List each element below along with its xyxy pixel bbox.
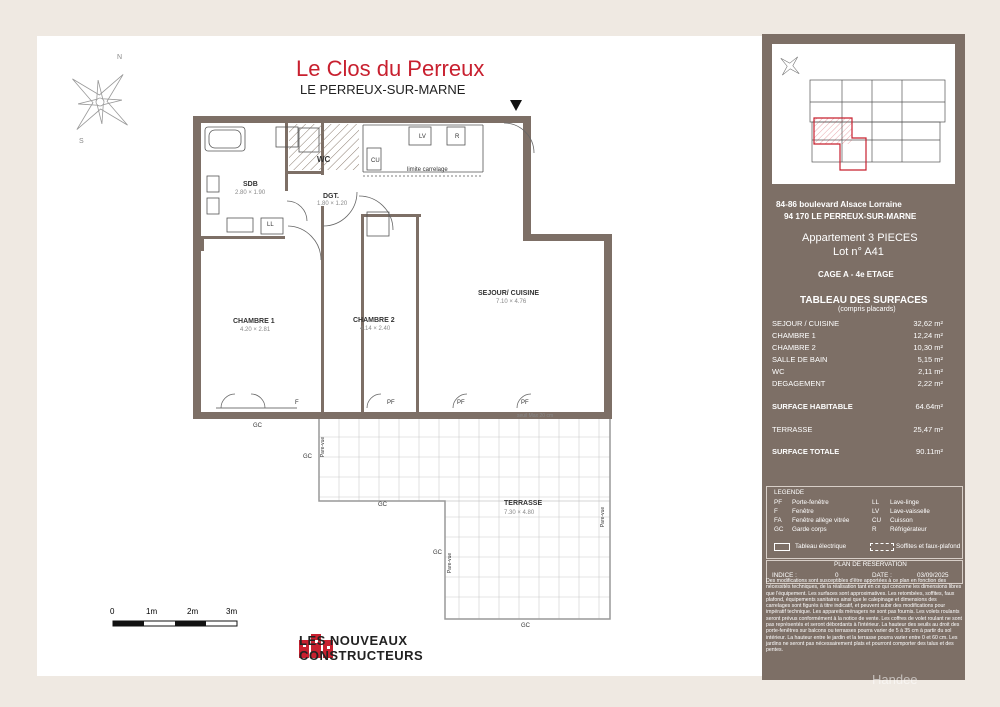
room-terrasse-dim: 7.30 × 4.80 — [504, 510, 535, 516]
exterior-walls — [193, 116, 612, 419]
window-pf-label: PF — [387, 400, 395, 406]
legend-code: FA — [774, 517, 782, 524]
room-wc-label: WC — [317, 155, 331, 164]
info-panel: 84-86 boulevard Alsace Lorraine 94 170 LE PERREUX-SUR-MARNE Appartement 3 PIECES Lot n° A41 CAGE A - 4e ETAGE TABLEAU DES SURFACES (compris placards) SEJOUR / CUISINE 32,62 m² CHAMBRE 1 12,24 m² CHAMBRE 2 10,30 m² SALLE DE BAIN 5,15 m² WC 2,11 m² DEGAGEMENT 2,22 m² SURFACE HABITABLE 64.64m² TERRASSE 25,47 m² SURFACE TOTALE 90.11m² LEGENDE PF Porte-fenêtre F Fenêtre FA Fenêtre allège vitrée GC Garde corps LL Lave-linge LV Lave-vaisselle CU Cuisson R Réfrigérateur Tableau électrique Soffites et faux-plafond PLAN DE RESERVATION INDICE : 0 DATE : 03/09/2025 — [762, 34, 965, 680]
apartment-lot: Lot n° A41 — [833, 246, 884, 258]
room-terrasse-label: TERRASSE — [504, 500, 543, 507]
address-line2: 94 170 LE PERREUX-SUR-MARNE — [784, 212, 917, 221]
location-minimap — [772, 44, 955, 184]
guard-rail-label: GC — [253, 423, 262, 429]
window-swing — [251, 394, 265, 408]
address-line1: 84-86 boulevard Alsace Lorraine — [776, 200, 902, 209]
window-swing — [221, 394, 235, 408]
legend-text: Cuisson — [890, 517, 913, 524]
room-dgt-label: DGT. — [323, 193, 339, 200]
window-swing — [367, 394, 381, 408]
date-label: DATE : — [872, 572, 892, 579]
window-pf-label: PF — [457, 400, 465, 406]
legend-text: Lave-linge — [890, 499, 920, 506]
room-sejour-label: SEJOUR/ CUISINE — [478, 290, 540, 297]
tile-limit-note: limite carrelage — [407, 167, 448, 173]
entrance-arrow-icon — [510, 100, 522, 111]
room-sdb-label: SDB — [243, 181, 258, 188]
date-value: 03/09/2025 — [917, 572, 949, 579]
room-dgt-dim: 1.80 × 1.20 — [317, 201, 348, 207]
legend-code: R — [872, 526, 877, 533]
guard-rail-label: GC — [433, 550, 442, 556]
surfaces-subtitle: (compris placards) — [838, 306, 896, 313]
indice-value: 0 — [835, 572, 839, 579]
room-chambre1-dim: 4.20 × 2.81 — [240, 327, 271, 333]
room-chambre2-dim: 4.14 × 2.40 — [360, 326, 391, 332]
legend-text: Garde corps — [792, 526, 827, 533]
watermark: Handee — [872, 672, 918, 687]
guard-rail-label: GC — [303, 454, 312, 460]
door-swing — [359, 196, 393, 230]
cage-floor: CAGE A - 4e ETAGE — [818, 270, 894, 279]
compass-n: N — [117, 54, 123, 61]
city-subtitle: LE PERREUX-SUR-MARNE — [300, 82, 466, 97]
scale-label: 2m — [187, 607, 199, 616]
legend-text: Porte-fenêtre — [792, 499, 829, 506]
fixture-cu: CU — [371, 158, 380, 164]
legend-text: Lave-vaisselle — [890, 508, 930, 515]
legend-code: LV — [872, 508, 880, 515]
indice-label: INDICE : — [772, 572, 797, 579]
room-sejour-dim: 7.10 × 4.76 — [496, 299, 527, 305]
legend-code: F — [774, 508, 778, 515]
legend-code: GC — [774, 526, 784, 533]
sink-icon — [207, 176, 219, 192]
legend-title: LEGENDE — [774, 489, 805, 496]
pare-vue-label: Pare-vue — [447, 552, 454, 574]
fixture-r: R — [455, 134, 460, 140]
legend-code: LL — [872, 499, 880, 506]
threshold-note: seuil Max 20 cm — [517, 413, 554, 419]
terrace-guard-rail — [319, 417, 610, 619]
room-chambre2-label: CHAMBRE 2 — [353, 317, 395, 324]
apartment-type: Appartement 3 PIECES — [802, 232, 918, 244]
compass-s: S — [79, 138, 84, 145]
sink-icon — [207, 198, 219, 214]
door-swing — [287, 201, 307, 221]
window-pf-label: PF — [521, 400, 529, 406]
surfaces-title: TABLEAU DES SURFACES — [800, 295, 928, 306]
fixture-lv: LV — [419, 134, 426, 140]
legend-tableau: Tableau électrique — [795, 543, 847, 550]
fixture-ll: LL — [267, 222, 274, 228]
minimap-compass-icon — [773, 49, 807, 83]
washbasin-icon — [227, 218, 253, 232]
logo-line2: CONSTRUCTEURS — [299, 648, 424, 663]
compass-rose-icon — [49, 51, 150, 152]
soffit-icon — [870, 543, 894, 551]
legend-text: Fenêtre — [792, 508, 814, 515]
door-swing — [288, 226, 321, 260]
reservation-title: PLAN DE RESERVATION — [834, 561, 907, 568]
room-chambre1-label: CHAMBRE 1 — [233, 318, 275, 325]
guard-rail-label: GC — [378, 502, 387, 508]
pare-vue-label: Pare-vue — [600, 506, 607, 528]
window-f-label: F — [295, 400, 299, 406]
electric-panel-icon — [774, 543, 790, 551]
guard-rail-label: GC — [521, 623, 530, 629]
legend-code: PF — [774, 499, 783, 506]
scale-bar — [113, 621, 237, 626]
disclaimer-notes: Des modifications sont susceptibles d'être apportées à ce plan en fonction des nécessités techniques, de la réalisation tant en ce qui concerne les dimensions libres que l'équipement. Les surfaces sont approximatives. Les retombées, soffites, faux plafond, équipements sanitaires ainsi que le calepinage et dimensions des carrelages sont figurés à titre indicatif, et peuvent subir des modifications pour impératif technique. Les appareils ménagers ne sont pas fournis. Les volets roulants seront prévus conformément à la notice de vente. Les coffres de volet roulant ne sont pas représentés et seront débordants à l'intérieur. La hauteur des seuils au droit des porte-fenêtres sur balcons ou terrasses pourra varier de 5 à 35 cm à partir du sol intérieur. La hauteur entre le jardin et la terrasse pourra varier entre 0 et 60 cm. Les jardins ne seront pas nécessairement plats et pourront comporter des talus et des pentes. — [766, 578, 962, 654]
pare-vue-label: Pare-vue — [320, 436, 327, 458]
logo-line1: LES NOUVEAUX — [299, 633, 408, 648]
scale-label: 0 — [110, 607, 115, 616]
bathtub-icon — [205, 127, 245, 151]
legend-text: Réfrigérateur — [890, 526, 927, 533]
project-title: Le Clos du Perreux — [296, 56, 485, 81]
scale-label: 1m — [146, 607, 158, 616]
legend-soffites: Soffites et faux-plafond — [896, 543, 961, 550]
terrace-tiles — [319, 417, 610, 619]
room-sdb-dim: 2.80 × 1.90 — [235, 190, 266, 196]
legend-text: Fenêtre allège vitrée — [792, 517, 850, 524]
legend-code: CU — [872, 517, 882, 524]
scale-label: 3m — [226, 607, 238, 616]
